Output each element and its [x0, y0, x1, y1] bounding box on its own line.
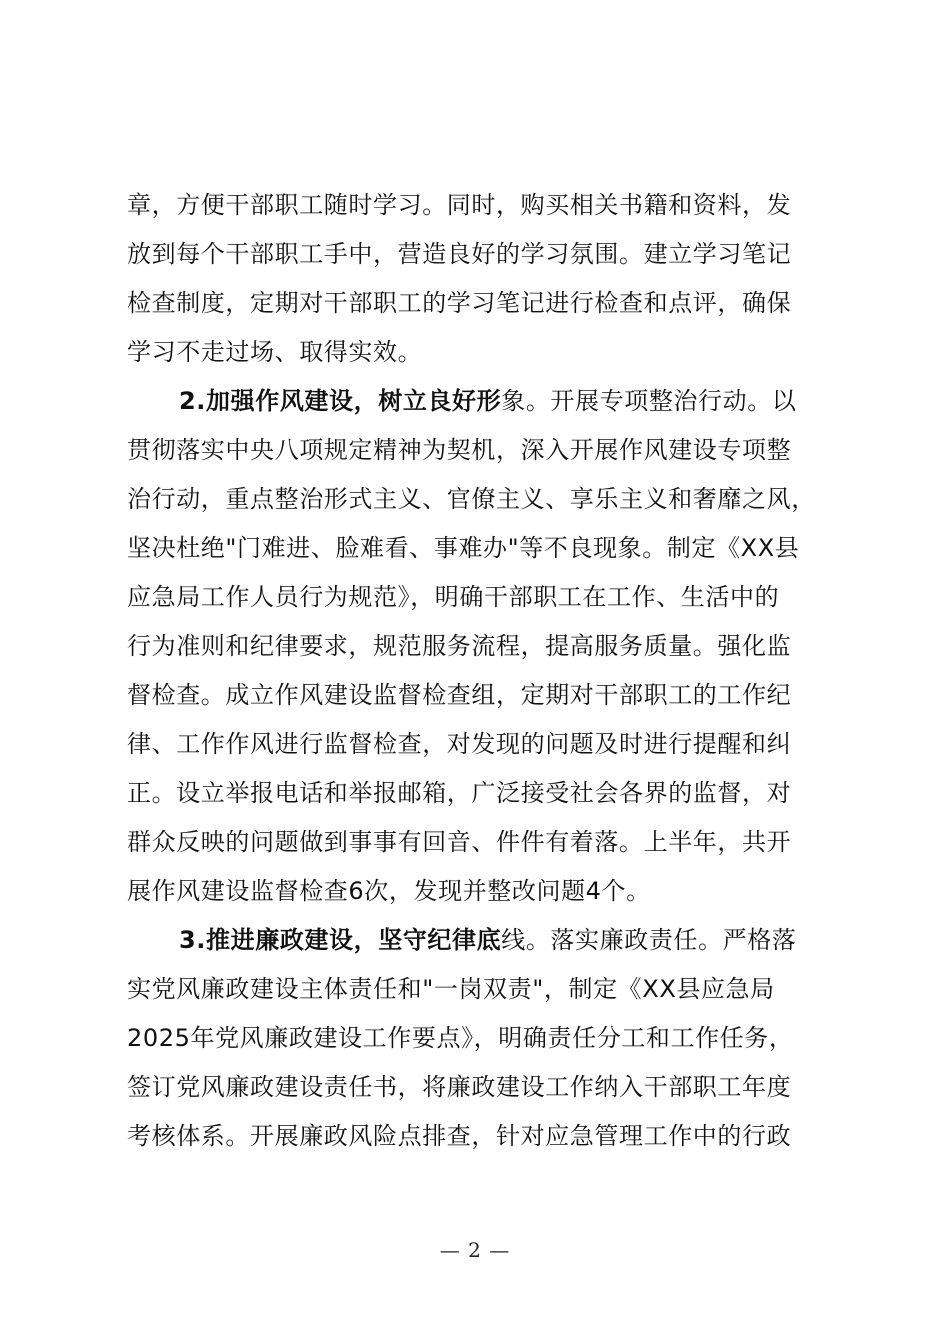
text-line: 学习不走过场、取得实效。: [127, 338, 423, 366]
document-body: [127, 181, 843, 1161]
text-line: 签订党风廉政建设责任书，将廉政建设工作纳入干部职工年度: [127, 1073, 792, 1101]
page-number: — 2 —: [439, 1238, 511, 1262]
text-line: 行为准则和纪律要求，规范服务流程，提高服务质量。强化监: [127, 632, 792, 660]
text-line: 展作风建设监督检查6次，发现并整改问题4个。: [127, 877, 651, 905]
section-heading-3: 3.推进廉政建设，坚守纪律底: [179, 926, 502, 954]
text-line: [127, 916, 843, 965]
text-line: 应急局工作人员行为规范》，明确干部职工在工作、生活中的: [127, 583, 780, 611]
text-line: 正。设立举报电话和举报邮箱，广泛接受社会各界的监督，对: [127, 779, 792, 807]
text-line: 检查制度，定期对干部职工的学习笔记进行检查和点评，确保: [127, 289, 792, 317]
text-line: 2025年党风廉政建设工作要点》，明确责任分工和工作任务，: [127, 1024, 794, 1052]
paragraph-1: [127, 181, 843, 377]
paragraph-2: [127, 377, 843, 916]
section-heading-2: 2.加强作风建设，树立良好形: [179, 387, 502, 415]
paragraph-3: [127, 916, 843, 1161]
text-run: 线。落实廉政责任。严格落: [501, 926, 797, 954]
text-line: 坚决杜绝"门难进、脸难看、事难办"等不良现象。制定《XX县: [127, 534, 800, 562]
text-line: 治行动，重点整治形式主义、官僚主义、享乐主义和奢靡之风，: [127, 485, 816, 513]
text-line: 督检查。成立作风建设监督检查组，定期对干部职工的工作纪: [127, 681, 792, 709]
text-line: [127, 377, 843, 426]
text-line: 实党风廉政建设主体责任和"一岗双责"，制定《XX县应急局: [127, 975, 775, 1003]
text-line: 章，方便干部职工随时学习。同时，购买相关书籍和资料，发: [127, 191, 792, 219]
text-line: 群众反映的问题做到事事有回音、件件有着落。上半年，共开: [127, 828, 792, 856]
text-line: 律、工作作风进行监督检查，对发现的问题及时进行提醒和纠: [127, 730, 792, 758]
text-line: 放到每个干部职工手中，营造良好的学习氛围。建立学习笔记: [127, 240, 792, 268]
text-line: 贯彻落实中央八项规定精神为契机，深入开展作风建设专项整: [127, 436, 792, 464]
text-line: 考核体系。开展廉政风险点排查，针对应急管理工作中的行政: [127, 1122, 792, 1150]
text-run: 象。开展专项整治行动。以: [501, 387, 797, 415]
